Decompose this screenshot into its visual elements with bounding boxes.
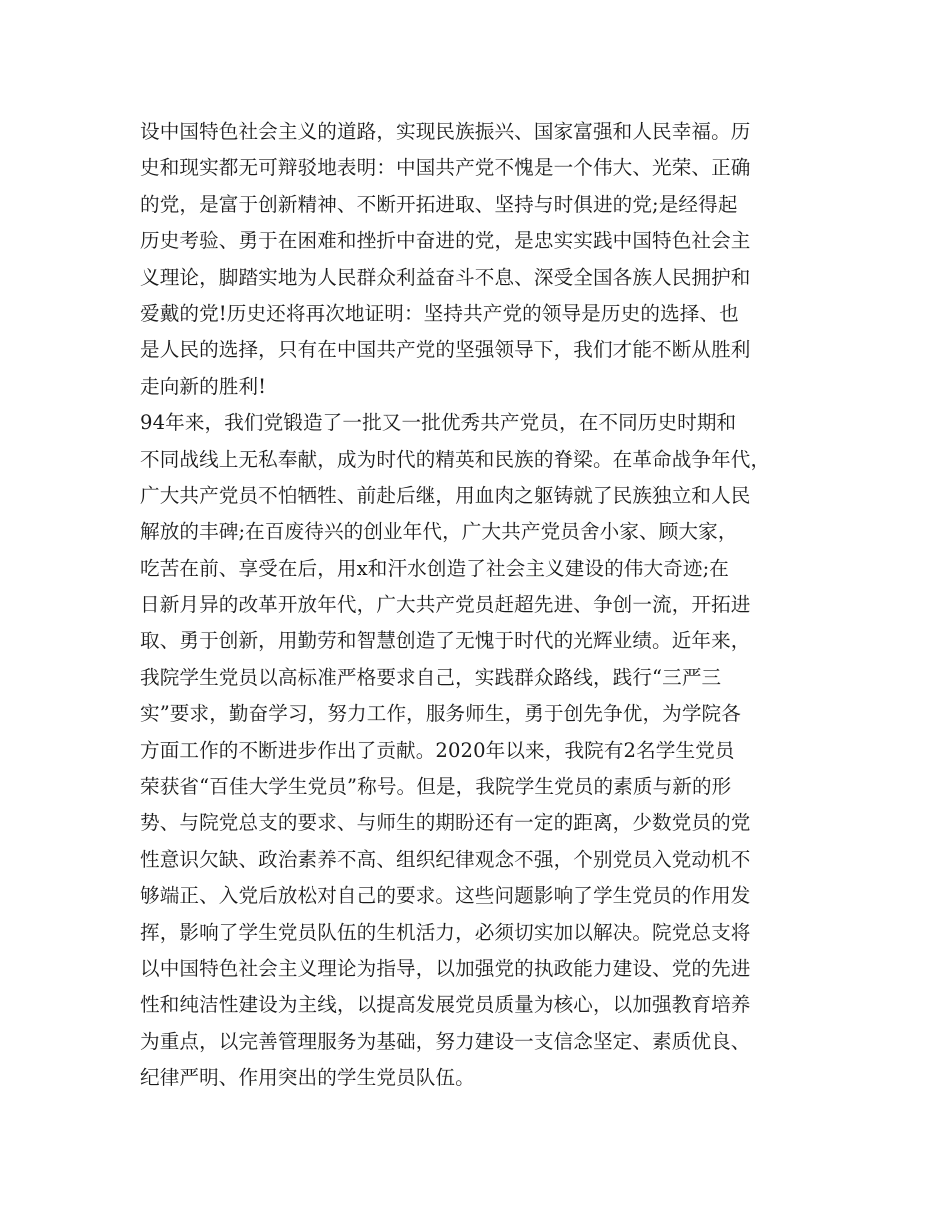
text-line: 势、与院党总支的要求、与师生的期盼还有一定的距离，少数党员的党 (140, 811, 751, 835)
text-line: 性和纯洁性建设为主线，以提高发展党员质量为核心，以加强教育培养 (140, 993, 751, 1017)
text-line: 不同战线上无私奉献，成为时代的精英和民族的脊梁。在革命战争年代， (140, 447, 771, 471)
text-line: 设中国特色社会主义的道路，实现民族振兴、国家富强和人民幸福。历 (140, 120, 751, 143)
text-line: 取、勇于创新，用勤劳和智慧创造了无愧于时代的光辉业绩。近年来， (140, 629, 751, 653)
document-body (140, 114, 830, 1097)
text-line: 史和现实都无可辩驳地表明：中国共产党不愧是一个伟大、光荣、正确 (140, 156, 751, 180)
text-line: 广大共产党员不怕牺牲、前赴后继，用血肉之躯铸就了民族独立和人民 (140, 483, 751, 507)
text-line: 纪律严明、作用突出的学生党员队伍。 (140, 1066, 475, 1090)
text-line: 义理论，脚踏实地为人民群众利益奋斗不息、深受全国各族人民拥护和 (140, 265, 751, 289)
text-line: 解放的丰碑;在百废待兴的创业年代，广大共产党员舍小家、顾大家， (140, 520, 738, 544)
text-line: 历史考验、勇于在困难和挫折中奋进的党，是忠实实践中国特色社会主 (140, 229, 751, 253)
text-line: 是人民的选择，只有在中国共产党的坚强领导下，我们才能不断从胜利 (140, 338, 751, 362)
text-line: 实”要求，勤奋学习，努力工作，服务师生，勇于创先争优，为学院各 (140, 702, 741, 726)
text-line: 够端正、入党后放松对自己的要求。这些问题影响了学生党员的作用发 (140, 884, 751, 908)
text-line: 94年来，我们党锻造了一批又一批优秀共产党员，在不同历史时期和 (140, 411, 737, 435)
text-line: 走向新的胜利! (140, 374, 267, 398)
text-line: 日新月异的改革开放年代，广大共产党员赶超先进、争创一流，开拓进 (140, 593, 751, 617)
text-line: 荣获省“百佳大学生党员”称号。但是，我院学生党员的素质与新的形 (140, 775, 732, 799)
text-line: 方面工作的不断进步作出了贡献。2020年以来，我院有2名学生党员 (140, 738, 735, 762)
text-line: 我院学生党员以高标准严格要求自己，实践群众路线，践行“三严三 (140, 665, 722, 689)
text-line: 爱戴的党!历史还将再次地证明：坚持共产党的领导是历史的选择、也 (140, 301, 739, 325)
text-line: 为重点，以完善管理服务为基础，努力建设一支信念坚定、素质优良、 (140, 1029, 751, 1053)
text-line: 挥，影响了学生党员队伍的生机活力，必须切实加以解决。院党总支将 (140, 920, 751, 944)
text-line: 的党，是富于创新精神、不断开拓进取、坚持与时俱进的党;是经得起 (140, 192, 738, 216)
text-line: 吃苦在前、享受在后，用x和汗水创造了社会主义建设的伟大奇迹;在 (140, 556, 729, 580)
text-line: 性意识欠缺、政治素养不高、组织纪律观念不强，个别党员入党动机不 (140, 847, 751, 871)
text-line: 以中国特色社会主义理论为指导，以加强党的执政能力建设、党的先进 (140, 956, 751, 980)
